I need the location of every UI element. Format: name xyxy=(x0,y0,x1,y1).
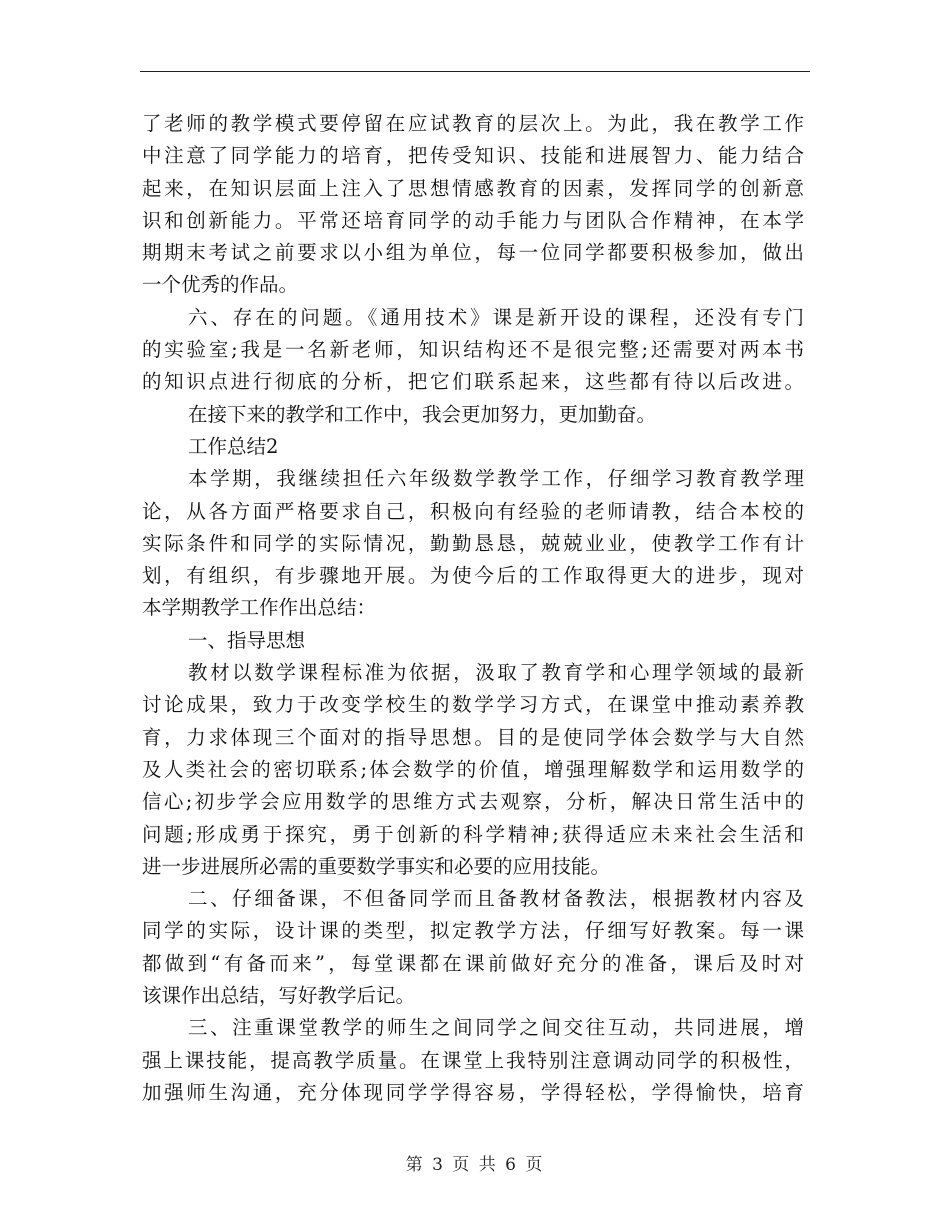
text-line: 强上课技能，提高教学质量。在课堂上我特别注意调动同学的积极性， xyxy=(142,1048,804,1072)
text-line: 都做到“有备而来”，每堂课都在课前做好充分的准备，课后及时对 xyxy=(142,951,804,975)
text-line: 加强师生沟通，充分体现同学学得容易，学得轻松，学得愉快，培育 xyxy=(142,1080,804,1104)
text-line: 的实验室;我是一名新老师，知识结构还不是很完整;还需要对两本书 xyxy=(142,338,804,362)
text-line: 及人类社会的密切联系;体会数学的价值，增强理解数学和运用数学的 xyxy=(142,757,804,781)
page-footer: 第 3 页 共 6 页 xyxy=(405,1155,545,1175)
text-line: 论，从各方面严格要求自己，积极向有经验的老师请教，结合本校的 xyxy=(142,499,804,523)
text-line: 六、存在的问题。《通用技术》课是新开设的课程，还没有专门 xyxy=(188,305,804,329)
body-text xyxy=(142,108,804,1109)
text-line: 一个优秀的作品。 xyxy=(142,273,299,297)
text-line: 三、注重课堂教学的师生之间同学之间交往互动，共同进展，增 xyxy=(188,1016,804,1040)
text-line: 工作总结2 xyxy=(188,434,279,458)
text-line: 起来，在知识层面上注入了思想情感教育的因素，发挥同学的创新意 xyxy=(142,176,804,200)
text-line: 进一步进展所必需的重要数学事实和必要的应用技能。 xyxy=(142,854,611,878)
text-line: 本学期教学工作作出总结： xyxy=(142,596,377,620)
text-line: 信心;初步学会应用数学的思维方式去观察，分析，解决日常生活中的 xyxy=(142,790,804,814)
text-line: 教材以数学课程标准为依据，汲取了教育学和心理学领域的最新 xyxy=(188,661,804,685)
text-line: 该课作出总结，写好教学后记。 xyxy=(142,984,416,1008)
text-line: 在接下来的教学和工作中，我会更加努力，更加勤奋。 xyxy=(188,402,657,426)
text-line: 讨论成果，致力于改变学校生的数学学习方式，在课堂中推动素养教 xyxy=(142,693,804,717)
text-line: 实际条件和同学的实际情况，勤勤恳恳，兢兢业业，使教学工作有计 xyxy=(142,531,804,555)
text-line: 本学期，我继续担任六年级数学教学工作，仔细学习教育教学理 xyxy=(188,467,804,491)
text-line: 了老师的教学模式要停留在应试教育的层次上。为此，我在教学工作 xyxy=(142,112,804,135)
text-line: 二、仔细备课，不但备同学而且备教材备教法，根据教材内容及 xyxy=(188,887,804,911)
text-line: 问题;形成勇于探究，勇于创新的科学精神;获得适应未来社会生活和 xyxy=(142,822,804,846)
text-line: 期期末考试之前要求以小组为单位，每一位同学都要积极参加，做出 xyxy=(142,241,804,265)
text-line: 中注意了同学能力的培育，把传受知识、技能和进展智力、能力结合 xyxy=(142,144,804,168)
header-rule xyxy=(140,71,810,72)
text-line: 的知识点进行彻底的分析，把它们联系起来，这些都有待以后改进。 xyxy=(142,370,804,394)
text-line: 同学的实际，设计课的类型，拟定教学方法，仔细写好教案。每一课 xyxy=(142,919,804,943)
text-line: 育，力求体现三个面对的指导思想。目的是使同学体会数学与大自然 xyxy=(142,725,804,749)
text-line: 识和创新能力。平常还培育同学的动手能力与团队合作精神，在本学 xyxy=(142,208,804,232)
text-line: 一、指导思想 xyxy=(188,628,306,652)
text-line: 划，有组织，有步骤地开展。为使今后的工作取得更大的进步，现对 xyxy=(142,564,804,588)
